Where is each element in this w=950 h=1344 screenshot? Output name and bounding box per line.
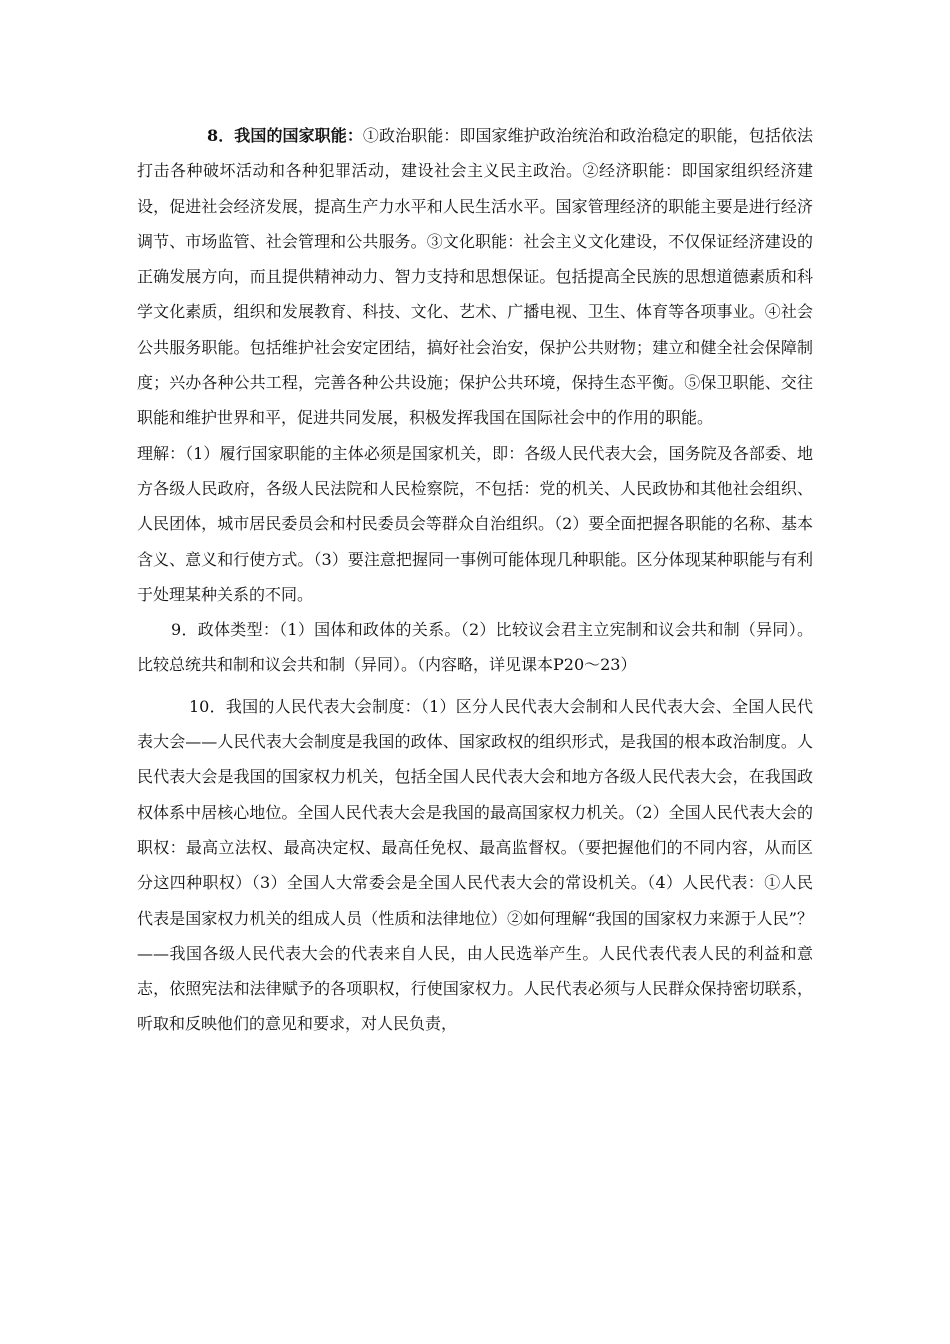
document-page [137,118,813,1042]
paragraph-state-functions [137,118,813,436]
paragraph-understanding: 理解：（1）履行国家职能的主体必须是国家机关，即：各级人民代表大会，国务院及各部委、地方各级人民政府，各级人民法院和人民检察院，不包括：党的机关、人民政协和其他社会组织、人民团体，城市居民委员会和村民委员会等群众自治组织。（2）要全面把握各职能的名称、基本含义、意义和行使方式。（3）要注意把握同一事例可能体现几种职能。区分体现某种职能与有利于处理某种关系的不同。 [137,443,813,604]
paragraph-peoples-congress: 10．我国的人民代表大会制度：（1）区分人民代表大会制和人民代表大会、全国人民代表大会——人民代表大会制度是我国的政体、国家政权的组织形式，是我国的根本政治制度。人民代表大会是我国的国家权力机关，包括全国人民代表大会和地方各级人民代表大会，在我国政权体系中居核心地位。全国人民代表大会是我国的最高国家权力机关。（2）全国人民代表大会的职权：最高立法权、最高决定权、最高任免权、最高监督权。（要把握他们的不同内容，从而区分这四种职权）（3）全国人大常委会是全国人民代表大会的常设机关。（4）人民代表：①人民代表是国家权力机关的组成人员（性质和法律地位）②如何理解“我国的国家权力来源于人民”？——我国各级人民代表大会的代表来自人民，由人民选举产生。人民代表代表人民的利益和意志，依照宪法和法律赋予的各项职权，行使国家权力。人民代表必须与人民群众保持密切联系，听取和反映他们的意见和要求，对人民负责， [137,696,813,1034]
section-8-heading: 8．我国的国家职能： [207,126,363,145]
paragraph-government-types: 9．政体类型：（1）国体和政体的关系。（2）比较议会君主立宪制和议会共和制（异同）。比较总统共和制和议会共和制（异同）。（内容略，详见课本P20～23） [137,620,813,675]
section-8-body: ①政治职能：即国家维护政治统治和政治稳定的职能，包括依法打击各种破坏活动和各种犯罪活动，建设社会主义民主政治。②经济职能：即国家组织经济建设，促进社会经济发展，提高生产力水平和人民生活水平。国家管理经济的职能主要是进行经济调节、市场监管、社会管理和公共服务。③文化职能：社会主义文化建设，不仅保证经济建设的正确发展方向，而且提供精神动力、智力支持和思想保证。包括提高全民族的思想道德素质和科学文化素质，组织和发展教育、科技、文化、艺术、广播电视、卫生、体育等各项事业。④社会公共服务职能。包括维护社会安定团结，搞好社会治安，保护公共财物；建立和健全社会保障制度；兴办各种公共工程，完善各种公共设施；保护公共环境，保持生态平衡。⑤保卫职能、交往职能和维护世界和平，促进共同发展，积极发挥我国在国际社会中的作用的职能。 [137,126,813,428]
